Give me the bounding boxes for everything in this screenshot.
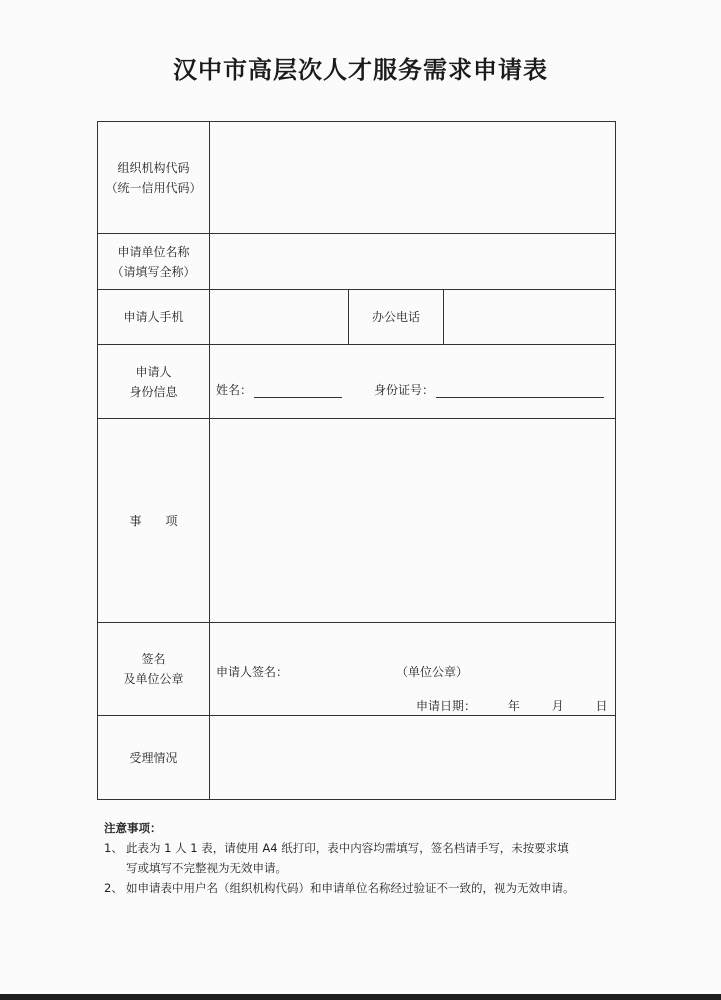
id-input-line[interactable] — [436, 383, 604, 398]
acceptance-field[interactable] — [210, 716, 616, 800]
scan-bottom-edge — [0, 994, 721, 1000]
org-code-field[interactable] — [210, 122, 616, 234]
acceptance-label: 受理情况 — [98, 716, 210, 800]
form-title: 汉中市高层次人才服务需求申请表 — [173, 55, 548, 84]
name-field-label: 姓名： — [216, 383, 253, 397]
note-item-2 — [104, 878, 624, 898]
row-signature — [98, 623, 616, 716]
org-code-label: 组织机构代码 （统一信用代码） — [98, 122, 210, 234]
note-text: 写或填写不完整视为无效申请。 — [126, 861, 287, 875]
office-phone-field[interactable] — [444, 290, 616, 345]
row-phone — [98, 290, 616, 345]
note-item-1 — [104, 838, 624, 878]
mobile-field[interactable] — [210, 290, 349, 345]
unit-stamp-label: （单位公章） — [396, 665, 469, 679]
unit-name-field[interactable] — [210, 234, 616, 290]
apply-date-label: 申请日期： — [416, 699, 477, 713]
applicant-signature-label: 申请人签名： — [216, 665, 289, 679]
signature-label: 签名 及单位公章 — [98, 623, 210, 716]
signature-field[interactable] — [210, 623, 616, 716]
row-matter — [98, 419, 616, 623]
year-label: 年 — [507, 699, 520, 713]
row-org-code — [98, 122, 616, 234]
id-field-label: 身份证号： — [374, 383, 435, 397]
office-phone-label: 办公电话 — [349, 290, 444, 345]
unit-name-label: 申请单位名称 （请填写全称） — [98, 234, 210, 290]
note-number: 1、 — [104, 841, 123, 855]
row-acceptance — [98, 716, 616, 800]
note-text: 此表为 1 人 1 表，请使用 A4 纸打印，表中内容均需填写，签名档请手写，未按要求填 — [126, 841, 569, 855]
month-label: 月 — [551, 699, 564, 713]
mobile-label: 申请人手机 — [98, 290, 210, 345]
name-input-line[interactable] — [254, 383, 342, 398]
day-label: 日 — [595, 699, 608, 713]
row-unit-name — [98, 234, 616, 290]
notes-section — [104, 818, 624, 898]
matter-label: 事 项 — [98, 419, 210, 623]
application-form — [97, 121, 616, 800]
note-number: 2、 — [104, 881, 123, 895]
notes-title: 注意事项： — [104, 821, 162, 835]
row-identity — [98, 345, 616, 419]
matter-field[interactable] — [210, 419, 616, 623]
identity-field — [210, 345, 616, 419]
identity-label: 申请人 身份信息 — [98, 345, 210, 419]
apply-date — [416, 697, 608, 714]
note-text: 如申请表中用户名（组织机构代码）和申请单位名称经过验证不一致的，视为无效申请。 — [126, 881, 575, 895]
